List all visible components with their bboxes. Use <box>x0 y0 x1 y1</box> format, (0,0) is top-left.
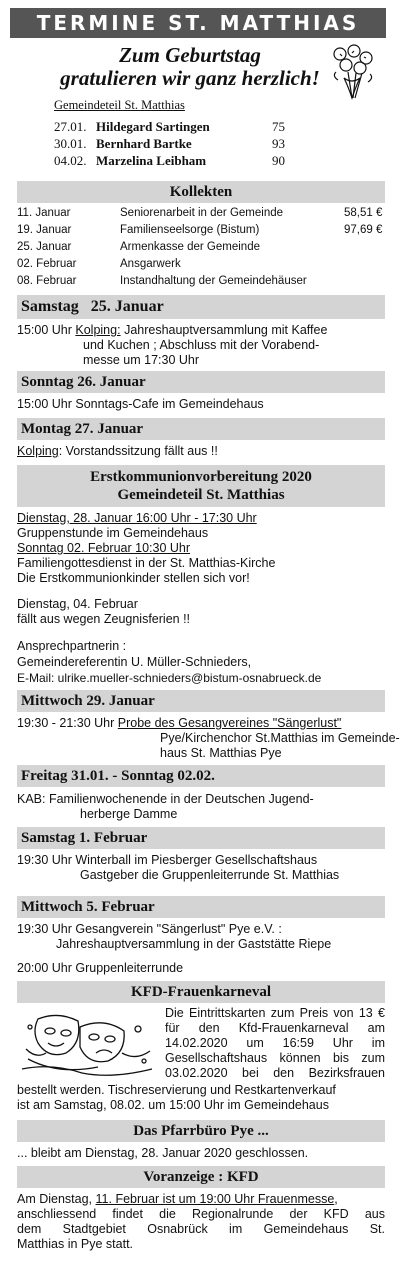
event-line: dem Stadtgebiet Osnabrück im Gemeindehaus St. <box>17 1222 385 1236</box>
event-text: , <box>334 1192 338 1206</box>
event-line <box>17 323 327 338</box>
birthday-age: 75 <box>272 119 285 134</box>
heading-mittwoch-5-februar: Mittwoch 5. Februar <box>17 896 385 918</box>
heading-freitag-31-januar: Freitag 31.01. - Sonntag 02.02. <box>17 765 385 787</box>
kollekte-date: 19. Januar <box>17 224 72 236</box>
birthday-heading <box>40 44 340 90</box>
kollekten-heading: Kollekten <box>17 181 385 203</box>
event-line: Familiengottesdienst in der St. Matthias-Kirche <box>17 556 276 570</box>
event-line: 19:30 Uhr Winterball im Piesberger Gesellschaftshaus <box>17 853 318 867</box>
event-line: Gastgeber die Gruppenleiterrunde St. Matthias <box>80 868 340 882</box>
event-text: Jahreshauptversammlung mit Kaffee <box>124 323 328 337</box>
kfd-text <box>165 1006 385 1081</box>
event-link[interactable]: Probe des Gesangvereines "Sängerlust" <box>117 716 342 730</box>
event-line: und Kuchen ; Abschluss mit der Vorabend- <box>83 338 320 352</box>
pfarrbuero-heading: Das Pfarrbüro Pye ... <box>17 1120 385 1142</box>
event-text: : Vorstandssitzung fällt aus !! <box>58 444 218 458</box>
event-line: ... bleibt am Dienstag, 28. Januar 2020 geschlossen. <box>17 1146 309 1160</box>
event-line: Pye/Kirchenchor St.Matthias im Gemeinde- <box>160 731 400 745</box>
erstkommunion-heading <box>17 465 385 507</box>
event-date: Sonntag 02. Februar 10:30 Uhr <box>17 541 191 555</box>
event-line <box>17 444 218 459</box>
organizer-link[interactable]: Kolping: <box>75 323 121 337</box>
event-line: 15:00 Uhr Sonntags-Cafe im Gemeindehaus <box>17 397 264 411</box>
birthday-name: Marzelina Leibham <box>96 153 207 168</box>
event-text: Am Dienstag, <box>17 1192 96 1206</box>
birthday-subtitle: Gemeindeteil St. Matthias <box>54 98 185 112</box>
kfd-line: 03.02.2020 bei den Bezirksfrauen <box>165 1066 385 1080</box>
birthday-entry <box>54 153 285 169</box>
birthday-age: 90 <box>272 153 285 168</box>
heading-montag-27-januar: Montag 27. Januar <box>17 418 385 440</box>
kollekte-date: 25. Januar <box>17 241 72 253</box>
event-line: Die Erstkommunionkinder stellen sich vor! <box>17 571 250 585</box>
birthday-line-2: gratulieren wir ganz herzlich! <box>60 66 320 90</box>
birthday-date: 30.01. <box>54 136 87 151</box>
kollekte-purpose: Instandhaltung der Gemeindehäuser <box>120 275 307 287</box>
event-line: Matthias in Pye statt. <box>17 1237 134 1251</box>
event-line: anschliessend findet die Regionalrunde der KFD aus <box>17 1207 385 1221</box>
birthday-date: 04.02. <box>54 153 87 168</box>
voranzeige-heading: Voranzeige : KFD <box>17 1166 385 1188</box>
kollekte-date: 08. Februar <box>17 275 77 287</box>
contact-label: Ansprechpartnerin : <box>17 639 127 653</box>
heading-samstag-1-februar: Samstag 1. Februar <box>17 827 385 849</box>
event-time: 19:30 - 21:30 Uhr <box>17 716 115 730</box>
birthday-line-1: Zum Geburtstag <box>119 43 261 67</box>
birthday-age: 93 <box>272 136 285 151</box>
kollekte-amount: 58,51 € <box>344 207 383 219</box>
organizer-link[interactable]: Kolping <box>17 444 59 458</box>
kfd-line: ist am Samstag, 08.02. um 15:00 Uhr im Gemeindehaus <box>17 1098 329 1112</box>
kollekte-purpose: Seniorenarbeit in der Gemeinde <box>120 207 284 219</box>
event-line: messe um 17:30 Uhr <box>83 353 200 367</box>
event-date: Dienstag, 28. Januar 16:00 Uhr - 17:30 Uhr <box>17 511 257 525</box>
event-line: 19:30 Uhr Gesangverein "Sängerlust" Pye e.V. : <box>17 922 282 936</box>
contact-name: Gemeindereferentin U. Müller-Schnieders, <box>17 655 252 669</box>
contact-email[interactable]: E-Mail: ulrike.mueller-schnieders@bistum-osnabrueck.de <box>17 671 322 685</box>
event-link[interactable]: 11. Februar ist um 19:00 Uhr Frauenmesse <box>95 1192 335 1206</box>
birthday-name: Bernhard Bartke <box>96 136 192 151</box>
event-line: fällt aus wegen Zeugnisferien !! <box>17 612 191 626</box>
event-time: 15:00 Uhr <box>17 323 72 337</box>
kfd-karneval-heading: KFD-Frauenkarneval <box>17 981 385 1003</box>
kollekte-date: 11. Januar <box>17 207 71 219</box>
kollekte-purpose: Armenkasse der Gemeinde <box>120 241 260 253</box>
kfd-line: 14.02.2020 um 16:59 Uhr im <box>165 1036 385 1050</box>
event-line: Gruppenstunde im Gemeindehaus <box>17 526 209 540</box>
event-line <box>17 1192 338 1207</box>
birthday-name: Hildegard Sartingen <box>96 119 210 134</box>
event-line: Jahreshauptversammlung in der Gaststätte Riepe <box>56 937 332 951</box>
kfd-line: Gesellschaftshaus können bis zum <box>165 1051 385 1065</box>
birthday-entry <box>54 119 285 135</box>
kfd-line: Die Eintrittskarten zum Preis von 13 € <box>165 1006 385 1020</box>
kollekte-amount: 97,69 € <box>344 224 383 236</box>
carnival-masks-icon <box>18 1009 158 1077</box>
event-line: KAB: Familienwochenende in der Deutschen Jugend- <box>17 792 314 806</box>
erstkommunion-title: Erstkommunionvorbereitung 2020 <box>90 469 312 485</box>
kfd-line: für den Kfd-Frauenkarneval am <box>165 1021 385 1035</box>
kollekte-purpose: Familienseelsorge (Bistum) <box>120 224 260 236</box>
heading-mittwoch-29-januar: Mittwoch 29. Januar <box>17 690 385 712</box>
kfd-line: bestellt werden. Tischreservierung und Restkartenverkauf <box>17 1083 336 1097</box>
event-date: Dienstag, 04. Februar <box>17 597 138 611</box>
birthday-date: 27.01. <box>54 119 87 134</box>
kollekte-purpose: Ansgarwerk <box>120 258 181 270</box>
erstkommunion-subtitle: Gemeindeteil St. Matthias <box>117 487 285 503</box>
kollekte-date: 02. Februar <box>17 258 77 270</box>
event-line <box>17 716 341 731</box>
flower-bouquet-icon <box>326 44 376 102</box>
page-title: TERMINE ST. MATTHIAS <box>10 8 386 38</box>
birthday-entry <box>54 136 285 152</box>
event-line: herberge Damme <box>80 807 178 821</box>
event-line: haus St. Matthias Pye <box>160 746 282 760</box>
heading-sonntag-26-januar: Sonntag 26. Januar <box>17 371 385 393</box>
heading-samstag-25-januar: Samstag 25. Januar <box>17 295 385 319</box>
event-line: 20:00 Uhr Gruppenleiterrunde <box>17 961 184 975</box>
